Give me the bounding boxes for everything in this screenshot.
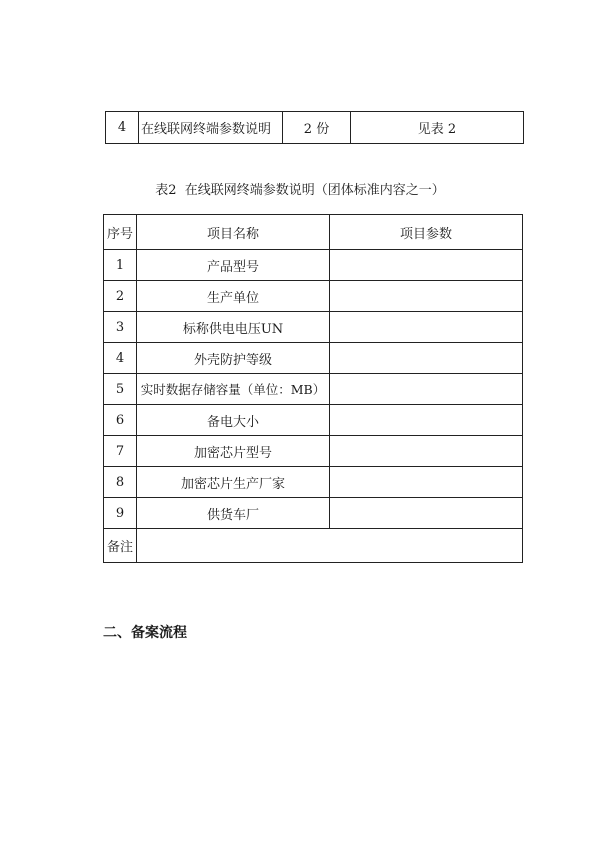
table-caption: 表2 在线联网终端参数说明（团体标准内容之一） <box>155 183 445 198</box>
section-heading: 二、备案流程 <box>103 625 187 641</box>
row-name: 加密芯片生产厂家 <box>137 467 330 498</box>
row-index: 8 <box>104 467 137 498</box>
row-param-cell[interactable] <box>330 281 523 312</box>
header-name: 项目名称 <box>137 215 330 250</box>
row-param-cell[interactable] <box>330 312 523 343</box>
row-index: 6 <box>104 405 137 436</box>
row-param-cell[interactable] <box>330 467 523 498</box>
row-name: 外壳防护等级 <box>137 343 330 374</box>
row-name: 实时数据存储容量（单位：MB） <box>137 374 330 405</box>
row-param-cell[interactable] <box>330 343 523 374</box>
row-name: 产品型号 <box>137 250 330 281</box>
table-row <box>104 281 523 312</box>
table-row <box>104 374 523 405</box>
table-row <box>104 312 523 343</box>
remark-row <box>104 529 523 563</box>
row-index: 1 <box>104 250 137 281</box>
table-row <box>104 405 523 436</box>
header-param: 项目参数 <box>330 215 523 250</box>
header-index: 序号 <box>104 215 137 250</box>
row-name: 加密芯片型号 <box>137 436 330 467</box>
filing-materials-table-fragment <box>105 111 524 144</box>
row-param-cell[interactable] <box>330 436 523 467</box>
row-index: 9 <box>104 498 137 529</box>
row-index: 4 <box>106 112 139 144</box>
row-param-cell[interactable] <box>330 374 523 405</box>
row-index: 5 <box>104 374 137 405</box>
row-name: 生产单位 <box>137 281 330 312</box>
table-row <box>104 436 523 467</box>
row-index: 2 <box>104 281 137 312</box>
table-row <box>104 467 523 498</box>
row-param-cell[interactable] <box>330 250 523 281</box>
item-note: 见表 2 <box>351 112 524 144</box>
row-index: 7 <box>104 436 137 467</box>
remark-label: 备注 <box>104 529 137 563</box>
remark-cell[interactable] <box>137 529 523 563</box>
table-row <box>106 112 524 144</box>
table-row <box>104 498 523 529</box>
row-param-cell[interactable] <box>330 405 523 436</box>
row-name: 标称供电电压UN <box>137 312 330 343</box>
copies-count: 2 份 <box>283 112 351 144</box>
table-row <box>104 343 523 374</box>
row-name: 备电大小 <box>137 405 330 436</box>
table-row <box>104 250 523 281</box>
table-header-row <box>104 215 523 250</box>
row-name: 供货车厂 <box>137 498 330 529</box>
item-name: 在线联网终端参数说明 <box>139 112 283 144</box>
row-index: 3 <box>104 312 137 343</box>
terminal-parameter-table <box>103 214 523 563</box>
row-param-cell[interactable] <box>330 498 523 529</box>
row-index: 4 <box>104 343 137 374</box>
